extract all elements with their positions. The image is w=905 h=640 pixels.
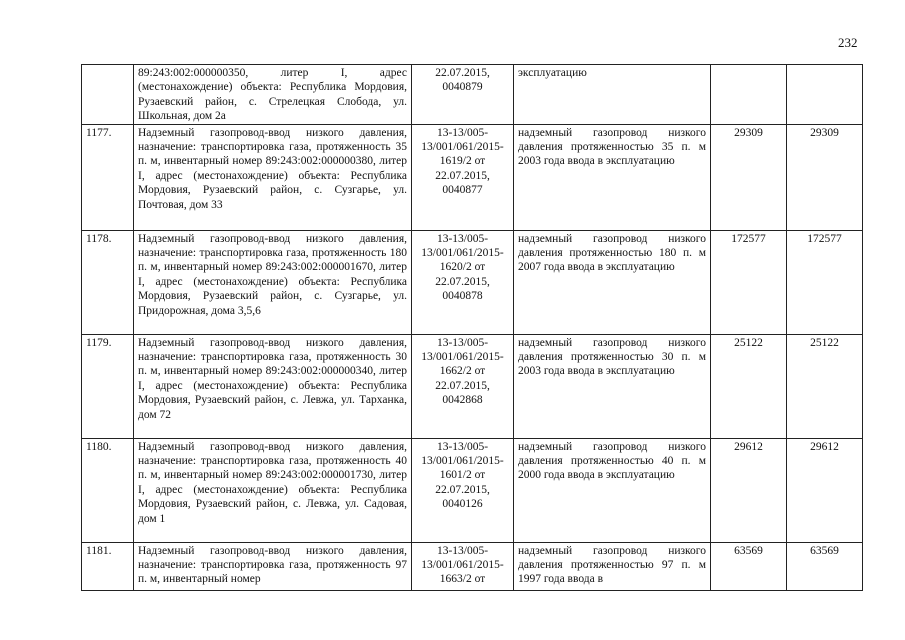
object-description: Надземный газопровод-ввод низкого давления, назначение: транспортировка газа, протяженность 30 п. м, инвентарный номер 89:243:002:000000340, литер I, адрес (местонахождение) объекта: Республика Мордовия, Рузаевский район, с. Левжа, ул. Тарханка, дом 72 bbox=[134, 334, 412, 438]
page-number: 232 bbox=[838, 35, 858, 50]
table-row bbox=[82, 542, 863, 590]
object-description: 89:243:002:000000350, литер I, адрес (местонахождение) объекта: Республика Мордовия, Рузаевский район, с. Стрелецкая Слобода, ул. Школьная, дом 2а bbox=[134, 65, 412, 125]
value-cell: 29309 bbox=[711, 124, 787, 230]
value-cell: 172577 bbox=[711, 230, 787, 334]
registration-record: 13-13/005- 13/001/061/2015- 1619/2 от 22.07.2015, 0040877 bbox=[412, 124, 514, 230]
value-cell: 63569 bbox=[787, 542, 863, 590]
table-row bbox=[82, 438, 863, 542]
value-cell: 63569 bbox=[711, 542, 787, 590]
value-cell: 29612 bbox=[787, 438, 863, 542]
value-cell bbox=[711, 65, 787, 125]
row-number: 1181. bbox=[82, 542, 134, 590]
table-row bbox=[82, 230, 863, 334]
value-cell: 172577 bbox=[787, 230, 863, 334]
object-characteristics: надземный газопровод низкого давления протяженностью 40 п. м 2000 года ввода в эксплуатацию bbox=[514, 438, 711, 542]
object-description: Надземный газопровод-ввод низкого давления, назначение: транспортировка газа, протяженность 180 п. м, инвентарный номер 89:243:002:000001670, литер I, адрес (местонахождение) объекта: Республика Мордовия, Рузаевский район, с. Сузгарье, ул. Придорожная, дома 3,5,6 bbox=[134, 230, 412, 334]
value-cell bbox=[787, 65, 863, 125]
table-row bbox=[82, 124, 863, 230]
row-number: 1178. bbox=[82, 230, 134, 334]
row-number: 1180. bbox=[82, 438, 134, 542]
object-characteristics: эксплуатацию bbox=[514, 65, 711, 125]
row-number bbox=[82, 65, 134, 125]
table-row bbox=[82, 65, 863, 125]
object-description: Надземный газопровод-ввод низкого давления, назначение: транспортировка газа, протяженность 97 п. м, инвентарный номер bbox=[134, 542, 412, 590]
value-cell: 29309 bbox=[787, 124, 863, 230]
object-characteristics: надземный газопровод низкого давления протяженностью 30 п. м 2003 года ввода в эксплуатацию bbox=[514, 334, 711, 438]
registration-record: 13-13/005- 13/001/061/2015- 1620/2 от 22.07.2015, 0040878 bbox=[412, 230, 514, 334]
registration-record: 13-13/005- 13/001/061/2015- 1663/2 от bbox=[412, 542, 514, 590]
value-cell: 29612 bbox=[711, 438, 787, 542]
property-registry-table bbox=[81, 64, 863, 591]
value-cell: 25122 bbox=[787, 334, 863, 438]
value-cell: 25122 bbox=[711, 334, 787, 438]
object-characteristics: надземный газопровод низкого давления протяженностью 180 п. м 2007 года ввода в эксплуатацию bbox=[514, 230, 711, 334]
object-characteristics: надземный газопровод низкого давления протяженностью 97 п. м 1997 года ввода в bbox=[514, 542, 711, 590]
object-characteristics: надземный газопровод низкого давления протяженностью 35 п. м 2003 года ввода в эксплуатацию bbox=[514, 124, 711, 230]
object-description: Надземный газопровод-ввод низкого давления, назначение: транспортировка газа, протяженность 35 п. м, инвентарный номер 89:243:002:000000380, литер I, адрес (местонахождение) объекта: Республика Мордовия, Рузаевский район, с. Сузгарье, ул. Почтовая, дом 33 bbox=[134, 124, 412, 230]
row-number: 1179. bbox=[82, 334, 134, 438]
registration-record: 13-13/005- 13/001/061/2015- 1662/2 от 22.07.2015, 0042868 bbox=[412, 334, 514, 438]
table-row bbox=[82, 334, 863, 438]
registration-record: 13-13/005- 13/001/061/2015- 1601/2 от 22.07.2015, 0040126 bbox=[412, 438, 514, 542]
registration-record: 22.07.2015, 0040879 bbox=[412, 65, 514, 125]
row-number: 1177. bbox=[82, 124, 134, 230]
object-description: Надземный газопровод-ввод низкого давления, назначение: транспортировка газа, протяженность 40 п. м, инвентарный номер 89:243:002:000001730, литер I, адрес (местонахождение) объекта: Республика Мордовия, Рузаевский район, с. Левжа, ул. Садовая, дом 1 bbox=[134, 438, 412, 542]
